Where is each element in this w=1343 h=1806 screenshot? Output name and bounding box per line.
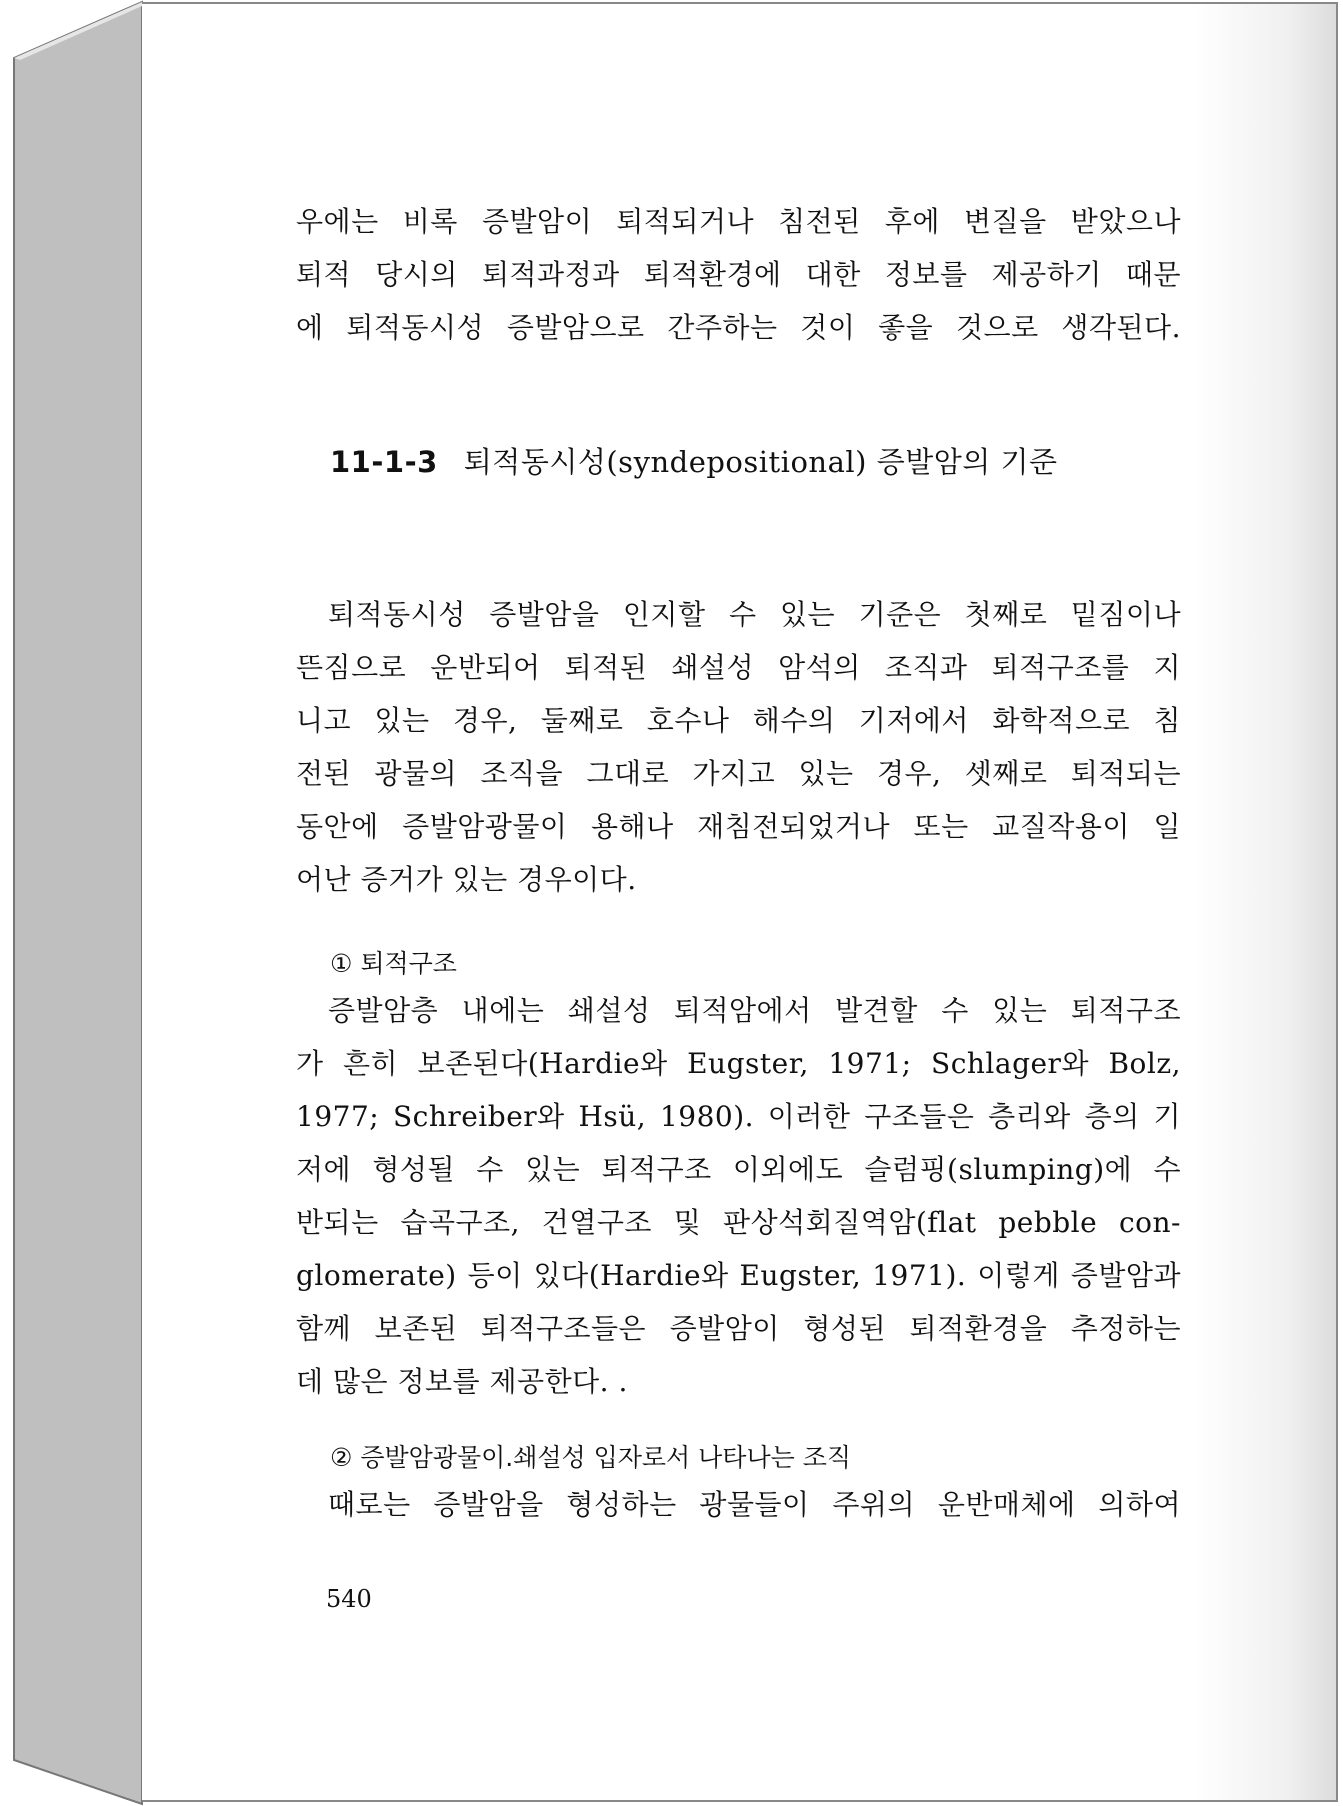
section-heading bbox=[330, 440, 1058, 481]
text-line: 퇴적동시성 증발암을 인지할 수 있는 기준은 첫째로 밑짐이나 bbox=[328, 598, 1181, 631]
item-1-heading: ① 퇴적구조 bbox=[330, 949, 457, 978]
text-line: 저에 형성될 수 있는 퇴적구조 이외에도 슬럼핑(slumping)에 수 bbox=[296, 1153, 1181, 1186]
page-number: 540 bbox=[326, 1585, 372, 1613]
paragraph-1 bbox=[296, 195, 1181, 354]
item-1-paragraph bbox=[296, 984, 1181, 1408]
paragraph-2 bbox=[296, 588, 1181, 906]
text-line: 함께 보존된 퇴적구조들은 증발암이 형성된 퇴적환경을 추정하는 bbox=[296, 1312, 1181, 1345]
text-line: 전된 광물의 조직을 그대로 가지고 있는 경우, 셋째로 퇴적되는 bbox=[296, 757, 1181, 790]
text-line: 에 퇴적동시성 증발암으로 간주하는 것이 좋을 것으로 생각된다. bbox=[296, 311, 1181, 344]
section-number: 11-1-3 bbox=[330, 445, 438, 479]
text-line: 퇴적 당시의 퇴적과정과 퇴적환경에 대한 정보를 제공하기 때문 bbox=[296, 258, 1181, 291]
text-line: 증발암층 내에는 쇄설성 퇴적암에서 발견할 수 있는 퇴적구조 bbox=[328, 994, 1181, 1027]
text-line: 니고 있는 경우, 둘째로 호수나 해수의 기저에서 화학적으로 침 bbox=[296, 704, 1181, 737]
text-line: 가 흔히 보존된다(Hardie와 Eugster, 1971; Schlager와 Bolz, bbox=[296, 1047, 1181, 1080]
text-line: glomerate) 등이 있다(Hardie와 Eugster, 1971). 이렇게 증발암과 bbox=[296, 1259, 1181, 1292]
text-line: 데 많은 정보를 제공한다. . bbox=[296, 1365, 628, 1398]
text-line: 어난 증거가 있는 경우이다. bbox=[296, 863, 637, 896]
section-title: 퇴적동시성(syndepositional) 증발암의 기준 bbox=[463, 445, 1058, 479]
text-line: 때로는 증발암을 형성하는 광물들이 주위의 운반매체에 의하여 bbox=[328, 1488, 1181, 1521]
text-line: 1977; Schreiber와 Hsü, 1980). 이러한 구조들은 층리와 층의 기 bbox=[296, 1100, 1181, 1133]
text-line: 뜬짐으로 운반되어 퇴적된 쇄설성 암석의 조직과 퇴적구조를 지 bbox=[296, 651, 1181, 684]
item-2-heading: ② 증발암광물이.쇄설성 입자로서 나타나는 조직 bbox=[330, 1443, 851, 1472]
text-line: 동안에 증발암광물이 용해나 재침전되었거나 또는 교질작용이 일 bbox=[296, 810, 1181, 843]
text-line: 우에는 비록 증발암이 퇴적되거나 침전된 후에 변질을 받았으나 bbox=[296, 205, 1181, 238]
item-2-paragraph bbox=[296, 1478, 1181, 1531]
text-line: 반되는 습곡구조, 건열구조 및 판상석회질역암(flat pebble con- bbox=[296, 1206, 1181, 1239]
